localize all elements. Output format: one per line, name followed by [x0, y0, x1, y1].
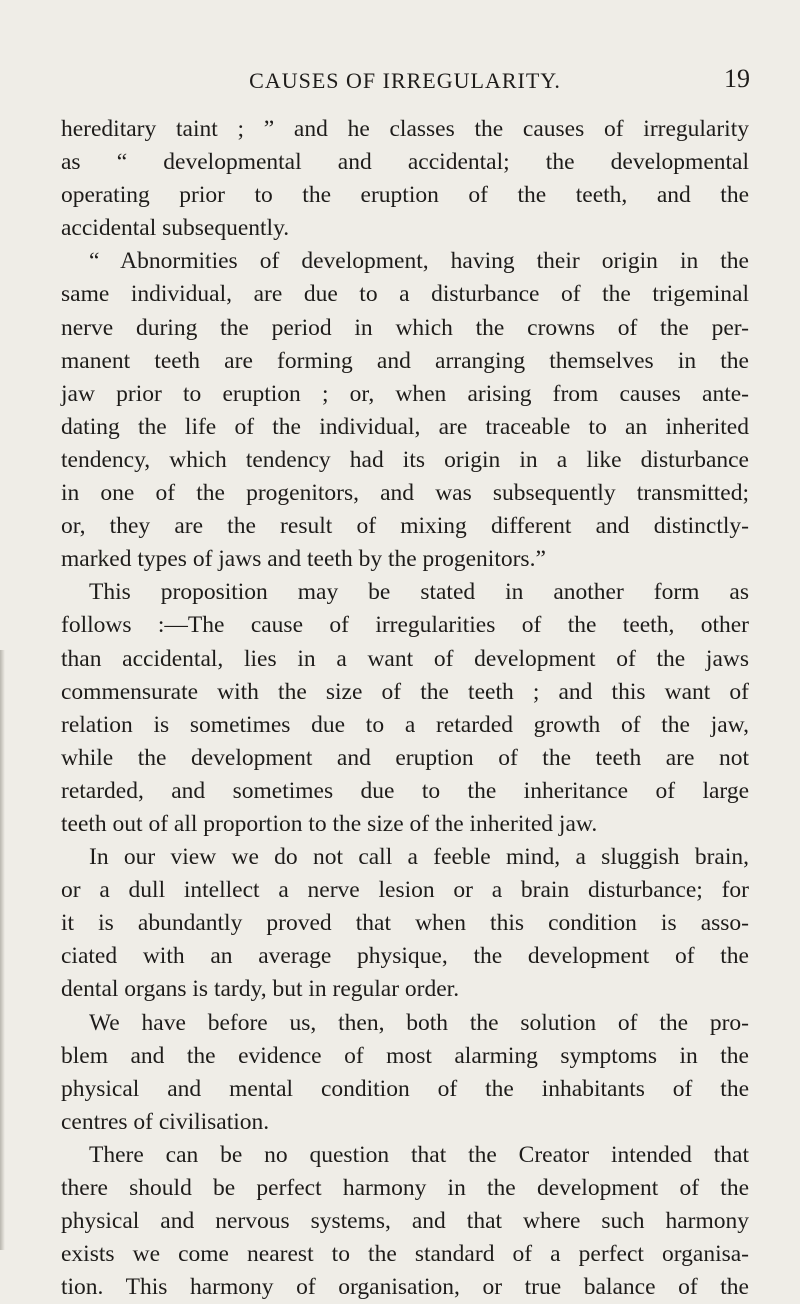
text-line: operating prior to the eruption of the teeth, and the: [61, 182, 749, 209]
running-head: CAUSES OF IRREGULARITY.: [249, 68, 561, 93]
text-line: jaw prior to eruption ; or, when arising from causes ante-: [61, 380, 749, 407]
text-line: marked types of jaws and teeth by the progenitors.”: [61, 546, 546, 573]
text-line: there should be perfect harmony in the development of the: [61, 1175, 749, 1201]
text-line: accidental subsequently.: [61, 215, 290, 242]
text-line: in one of the progenitors, and was subsequently transmitted;: [61, 480, 749, 507]
text-line: than accidental, lies in a want of development of the jaws: [61, 645, 749, 672]
text-line: ciated with an average physique, the development of the: [61, 943, 749, 970]
text-line: tion. This harmony of organisation, or true balance of the: [61, 1274, 749, 1301]
text-line: or a dull intellect a nerve lesion or a brain disturbance; for: [61, 877, 749, 904]
text-line: teeth out of all proportion to the size of the inherited jaw.: [61, 810, 598, 837]
text-line: “ Abnormities of development, having their origin in the: [89, 248, 749, 275]
text-line: There can be no question that the Creator intended that: [89, 1141, 749, 1168]
text-line: dating the life of the individual, are traceable to an inherited: [61, 413, 749, 440]
text-line: commensurate with the size of the teeth ; and this want of: [61, 678, 749, 705]
text-line: follows :—The cause of irregularities of the teeth, other: [61, 612, 749, 639]
text-line: manent teeth are forming and arranging themselves in the: [61, 347, 749, 374]
page-header: [60, 62, 750, 102]
text-line: hereditary taint ; ” and he classes the causes of irregularity: [61, 116, 749, 142]
text-line: We have before us, then, both the solution of the pro-: [89, 1009, 749, 1036]
text-line: This proposition may be stated in another form as: [89, 579, 749, 606]
text-line: it is abundantly proved that when this condition is asso-: [61, 910, 749, 937]
text-line: as “ developmental and accidental; the developmental: [61, 149, 749, 176]
text-line: physical and mental condition of the inhabitants of the: [61, 1075, 749, 1102]
text-line: tendency, which tendency had its origin in a like disturbance: [61, 446, 749, 473]
text-line: or, they are the result of mixing different and distinctly-: [61, 513, 749, 540]
text-line: same individual, are due to a disturbance of the trigeminal: [61, 281, 749, 308]
text-line: blem and the evidence of most alarming symptoms in the: [61, 1042, 749, 1069]
text-line: exists we come nearest to the standard of a perfect organisa-: [61, 1241, 749, 1268]
text-line: nerve during the period in which the crowns of the per-: [61, 314, 749, 341]
text-line: while the development and eruption of the teeth are not: [61, 744, 749, 771]
page-edge-shadow: [0, 650, 5, 1250]
body-text: [61, 113, 749, 1304]
text-line: retarded, and sometimes due to the inheritance of large: [61, 777, 749, 804]
text-line: physical and nervous systems, and that where such harmony: [61, 1208, 749, 1235]
text-line: In our view we do not call a feeble mind, a sluggish brain,: [89, 844, 749, 871]
text-line: relation is sometimes due to a retarded growth of the jaw,: [61, 711, 749, 738]
text-line: dental organs is tardy, but in regular order.: [61, 976, 460, 1003]
page-number: 19: [724, 64, 750, 93]
text-line: centres of civilisation.: [61, 1108, 270, 1135]
